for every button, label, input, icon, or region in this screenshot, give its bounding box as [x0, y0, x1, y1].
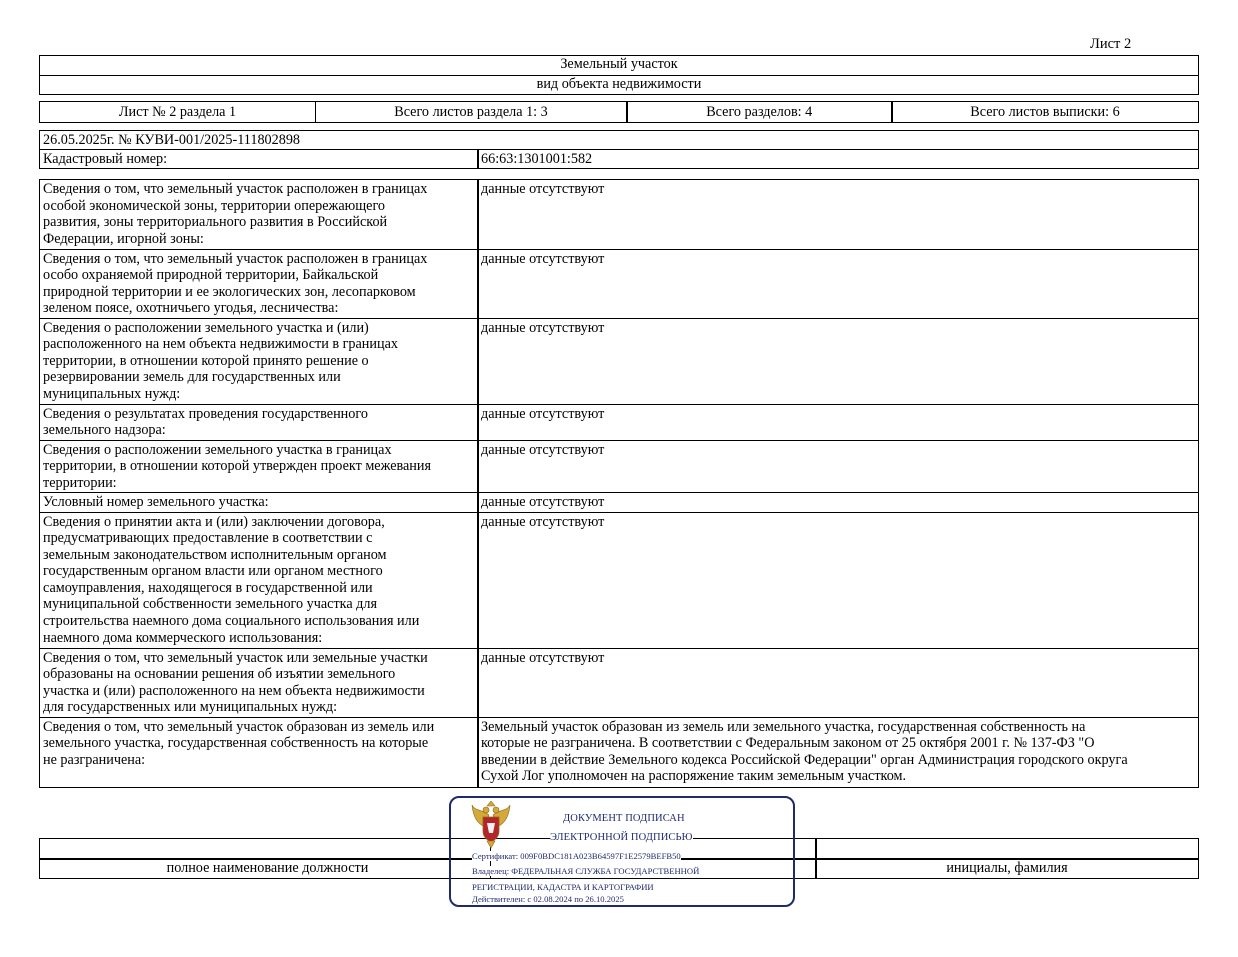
info-row-label-line: наемного дома коммерческого использования:	[43, 629, 323, 646]
signature-top-left	[39, 838, 491, 860]
info-row-label-cell	[39, 179, 479, 250]
info-row-label-line: Сведения о принятии акта и (или) заключении договора,	[43, 513, 385, 530]
signature-bottom-right	[815, 858, 1199, 879]
object-title-row	[39, 55, 1199, 76]
info-row-value-line: Сухой Лог уполномочен на распоряжение таким земельным участком.	[481, 768, 907, 785]
info-row-label-line: территории:	[43, 474, 117, 491]
info-row-value-line: Земельный участок образован из земель или земельного участка, государственная собственность на	[481, 718, 1086, 735]
document-reference: 26.05.2025г. № КУВИ-001/2025-111802898	[43, 131, 301, 148]
info-row-label-line: Сведения о том, что земельный участок расположен в границах	[43, 181, 428, 197]
stamp-owner-line-1: Владелец: ФЕДЕРАЛЬНАЯ СЛУЖБА ГОСУДАРСТВЕННОЙ	[472, 866, 700, 876]
info-row-label-line: предусматривающих предоставление в соответствии с	[43, 530, 373, 547]
info-row-value-cell	[477, 717, 1199, 788]
sheet-info-extract-total	[891, 101, 1199, 123]
info-row-value-cell	[477, 648, 1199, 719]
info-row-label-cell	[39, 440, 479, 494]
stamp-title-line-1: ДОКУМЕНТ ПОДПИСАН	[563, 813, 685, 824]
emblem-right-head	[493, 807, 499, 813]
stamp-validity: Действителен: с 02.08.2024 по 26.10.2025	[472, 894, 624, 904]
emblem-tail	[487, 841, 495, 848]
info-row-value-line: данные отсутствуют	[481, 441, 605, 458]
cadastral-label: Кадастровый номер:	[43, 150, 168, 167]
info-row-label-line: Сведения о результатах проведения государственного	[43, 405, 368, 422]
emblem-crown	[487, 801, 495, 806]
info-row-label-line: образованы на основании решения об изъятии земельного	[43, 666, 396, 683]
info-row-label-line: Сведения о том, что земельный участок или земельные участки	[43, 649, 428, 666]
info-row-label-line: не разграничена:	[43, 751, 146, 768]
info-row-label-line: самоуправления, находящегося в государственной или	[43, 579, 373, 596]
info-row-label-line: расположенного на нем объекта недвижимости в границах	[43, 336, 398, 353]
info-row-value-cell	[477, 179, 1199, 250]
info-row-label-line: территории, в отношении которой принято решение о	[43, 352, 369, 369]
cadastral-value-cell	[477, 149, 1199, 170]
sheet-info-text: Всего листов раздела 1: 3	[394, 104, 548, 120]
coat-of-arms-emblem	[471, 801, 511, 849]
emblem-left-head	[483, 807, 489, 813]
info-row-value-line: данные отсутствуют	[481, 513, 605, 530]
object-kind-row	[39, 75, 1199, 95]
info-row-label-line: Сведения о расположении земельного участка в границах	[43, 441, 392, 458]
info-row-label-line: строительства наемного дома социального использования или	[43, 613, 420, 630]
info-row-value-cell	[477, 318, 1199, 406]
info-row-label-cell	[39, 492, 479, 514]
info-row-value-line: данные отсутствуют	[481, 405, 605, 422]
info-row-value-cell	[477, 492, 1199, 514]
info-row-label-line: государственным органом власти или органом местного	[43, 563, 383, 580]
sheet-info-section-sheet	[39, 101, 316, 123]
info-row-label-line: особой экономической зоны, территории опережающего	[43, 197, 386, 214]
info-row-label-line: земельным законодательством исполнительным органом	[43, 546, 387, 563]
info-row-label-line: природной территории и ее экологических зон, лесопарковом	[43, 283, 416, 300]
info-row-value-cell	[477, 404, 1199, 442]
info-row-label-line: муниципальных нужд:	[43, 385, 181, 402]
sheet-info-text: Лист № 2 раздела 1	[118, 104, 237, 120]
info-row-label-line: резервировании земель для государственных или	[43, 369, 341, 386]
document-reference-row	[39, 130, 1199, 151]
info-row-label-line: Сведения о расположении земельного участка и (или)	[43, 319, 369, 336]
info-row-label-cell	[39, 512, 479, 650]
info-row-value-line: данные отсутствуют	[481, 250, 605, 267]
info-row-label-line: зеленом поясе, охотничьего угодья, лесничества:	[43, 300, 339, 317]
position-caption: полное наименование должности	[166, 860, 369, 876]
info-row-label-cell	[39, 404, 479, 442]
signature-bottom-left	[39, 858, 491, 879]
info-row-label-line: муниципальной собственности земельного участка для	[43, 596, 378, 613]
cadastral-label-cell	[39, 149, 479, 170]
info-row-value-line: данные отсутствуют	[481, 319, 605, 336]
object-kind: вид объекта недвижимости	[536, 75, 702, 92]
sheet-label: Лист 2	[1090, 36, 1132, 52]
sheet-info-text: Всего разделов: 4	[706, 104, 813, 120]
info-row-label-line: особо охраняемой природной территории, Байкальской	[43, 267, 379, 284]
info-row-value-line: введении в действие Земельного кодекса Российской Федерации" орган Администрация городского округа	[481, 751, 1128, 768]
info-row-value-cell	[477, 249, 1199, 320]
sheet-info-text: Всего листов выписки: 6	[970, 104, 1120, 120]
info-row-label-line: земельного участка, государственная собственность на которые	[43, 735, 429, 752]
sheet-info-section-total	[315, 101, 628, 123]
info-row-value-line: данные отсутствуют	[481, 181, 605, 197]
object-title: Земельный участок	[560, 56, 678, 72]
info-row-label-line: развития, зоны территориального развития в Российской	[43, 214, 388, 231]
signature-top-right	[815, 838, 1199, 860]
cadastral-number: 66:63:1301001:582	[481, 150, 593, 167]
name-caption: инициалы, фамилия	[946, 860, 1068, 876]
info-row-label-line: Условный номер земельного участка:	[43, 493, 269, 510]
info-row-value-line: которые не разграничена. В соответствии с Федеральным законом от 25 октября 2001 г. № 137-ФЗ "О	[481, 735, 1095, 752]
info-row-label-cell	[39, 318, 479, 406]
stamp-owner-line-2: РЕГИСТРАЦИИ, КАДАСТРА И КАРТОГРАФИИ	[472, 882, 654, 892]
info-row-label-line: земельного надзора:	[43, 422, 166, 439]
info-row-value-line: данные отсутствуют	[481, 493, 605, 510]
info-row-label-line: территории, в отношении которой утвержден проект межевания	[43, 458, 432, 475]
info-row-label-cell	[39, 648, 479, 719]
info-row-label-line: для государственных или муниципальных нужд:	[43, 699, 338, 716]
stamp-certificate: Сертификат: 009F0BDC181A023B64597F1E2579BEFB50	[472, 851, 681, 861]
electronic-signature-stamp	[449, 796, 795, 907]
stamp-title-line-2: ЭЛЕКТРОННОЙ ПОДПИСЬЮ	[550, 832, 693, 843]
info-row-label-cell	[39, 249, 479, 320]
info-row-label-line: Федерации, игорной зоны:	[43, 230, 204, 247]
info-row-value-cell	[477, 512, 1199, 650]
sheet-info-sections	[626, 101, 893, 123]
info-row-label-line: участка и (или) расположенного на нем объекта недвижимости	[43, 682, 425, 699]
info-row-label-line: Сведения о том, что земельный участок расположен в границах	[43, 250, 428, 267]
info-row-value-cell	[477, 440, 1199, 494]
info-row-value-line: данные отсутствуют	[481, 649, 605, 666]
info-row-label-line: Сведения о том, что земельный участок образован из земель или	[43, 718, 435, 735]
info-row-label-cell	[39, 717, 479, 788]
